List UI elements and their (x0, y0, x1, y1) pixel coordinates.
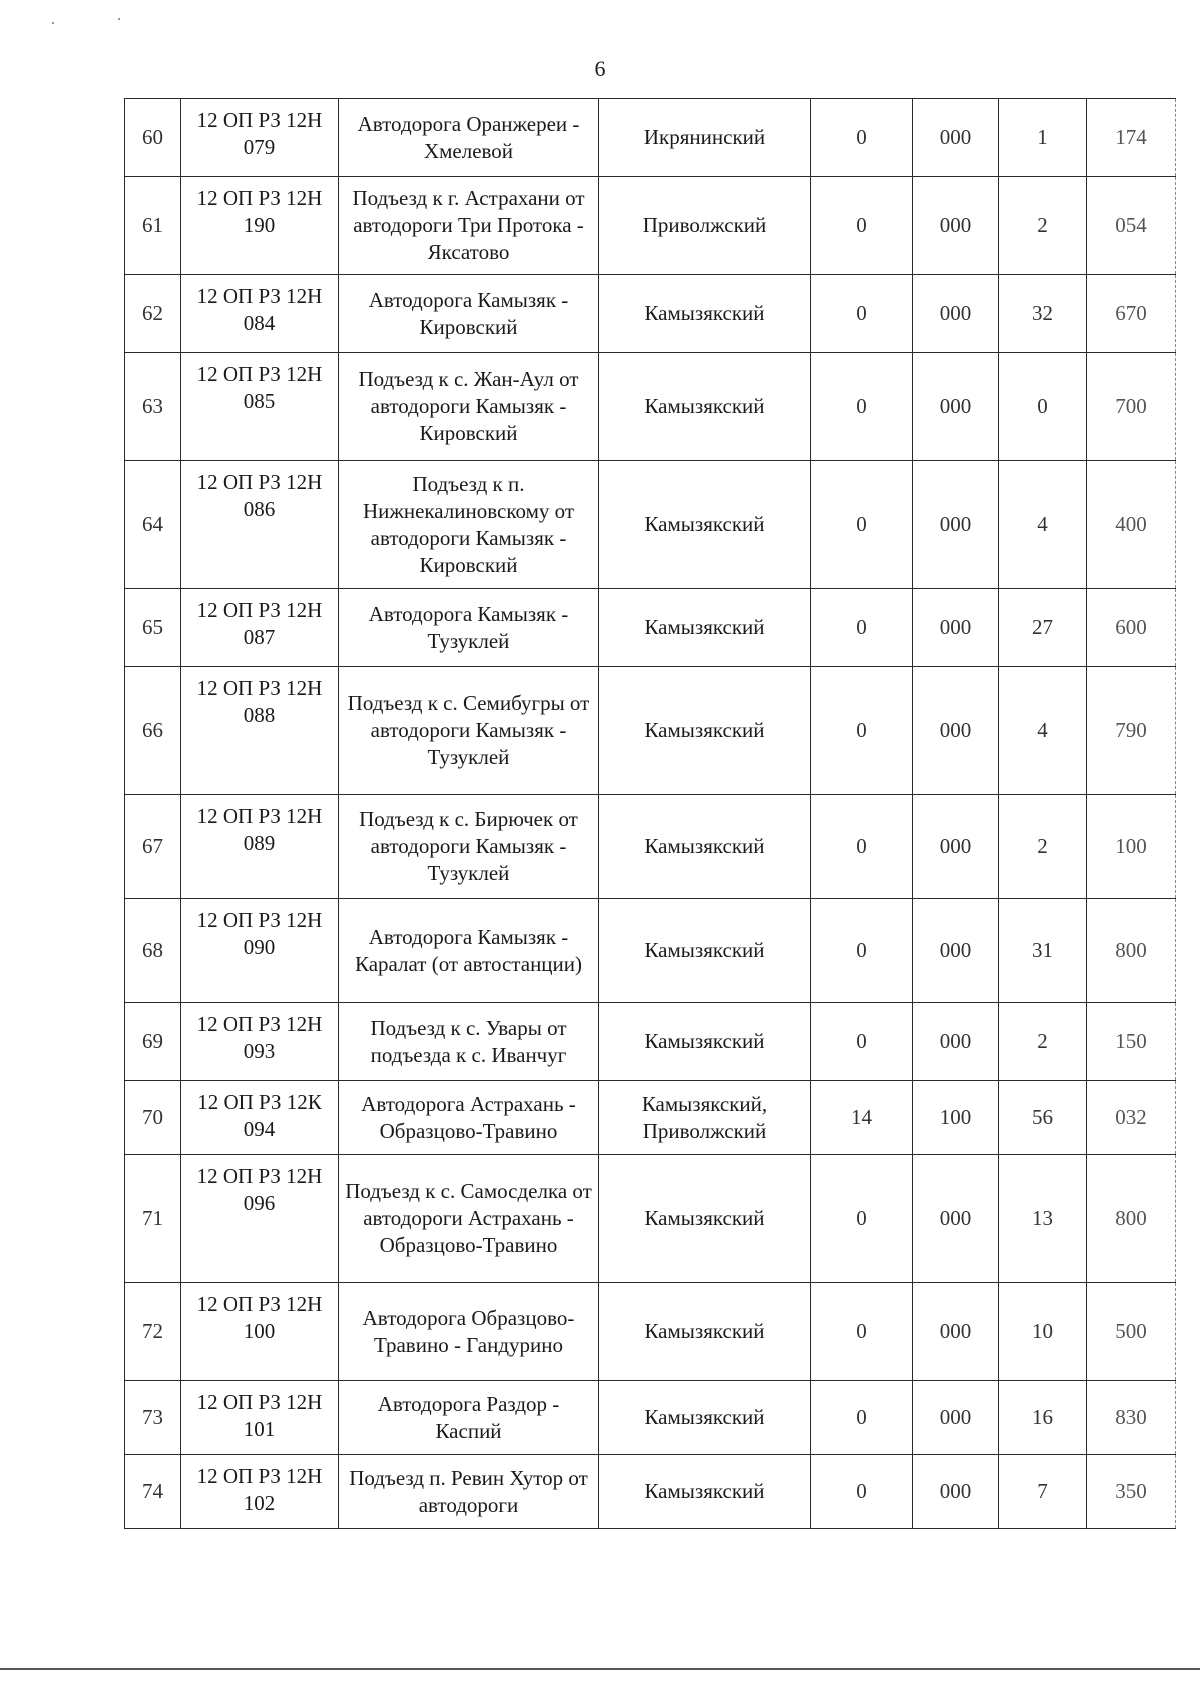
start-m-cell: 000 (913, 177, 999, 275)
start-m-cell: 000 (913, 1381, 999, 1455)
end-km-cell: 2 (999, 795, 1087, 899)
district-cell: Камызякский (599, 461, 811, 589)
end-km-cell: 7 (999, 1455, 1087, 1529)
start-km-cell: 0 (811, 353, 913, 461)
table-row (125, 795, 1176, 899)
table-row (125, 177, 1176, 275)
scan-speck (118, 18, 120, 20)
end-m-cell: 032 (1087, 1081, 1176, 1155)
end-m-cell: 800 (1087, 1155, 1176, 1283)
row-number-cell: 70 (125, 1081, 181, 1155)
district-cell: Камызякский (599, 353, 811, 461)
road-id-cell: 12 ОП РЗ 12Н 087 (181, 589, 339, 667)
road-id-cell: 12 ОП РЗ 12Н 190 (181, 177, 339, 275)
road-id-cell: 12 ОП РЗ 12Н 090 (181, 899, 339, 1003)
end-m-cell: 150 (1087, 1003, 1176, 1081)
end-m-cell: 600 (1087, 589, 1176, 667)
end-km-cell: 32 (999, 275, 1087, 353)
row-number-cell: 67 (125, 795, 181, 899)
road-name-cell: Подъезд к с. Жан-Аул от автодороги Камызяк - Кировский (339, 353, 599, 461)
district-cell: Камызякский (599, 1155, 811, 1283)
road-name-cell: Подъезд к с. Самосделка от автодороги Астрахань - Образцово-Травино (339, 1155, 599, 1283)
start-m-cell: 000 (913, 99, 999, 177)
table-row (125, 1155, 1176, 1283)
road-id-cell: 12 ОП РЗ 12Н 089 (181, 795, 339, 899)
start-m-cell: 000 (913, 275, 999, 353)
start-m-cell: 000 (913, 461, 999, 589)
road-id-cell: 12 ОП РЗ 12Н 102 (181, 1455, 339, 1529)
district-cell: Камызякский (599, 899, 811, 1003)
end-m-cell: 174 (1087, 99, 1176, 177)
start-m-cell: 100 (913, 1081, 999, 1155)
road-id-cell: 12 ОП РЗ 12Н 084 (181, 275, 339, 353)
table-row (125, 1283, 1176, 1381)
end-km-cell: 2 (999, 177, 1087, 275)
end-m-cell: 790 (1087, 667, 1176, 795)
row-number-cell: 72 (125, 1283, 181, 1381)
table-row (125, 899, 1176, 1003)
end-m-cell: 054 (1087, 177, 1176, 275)
district-cell: Камызякский (599, 795, 811, 899)
row-number-cell: 60 (125, 99, 181, 177)
district-cell: Камызякский (599, 1003, 811, 1081)
table-row (125, 275, 1176, 353)
row-number-cell: 71 (125, 1155, 181, 1283)
start-km-cell: 14 (811, 1081, 913, 1155)
start-m-cell: 000 (913, 1003, 999, 1081)
end-km-cell: 2 (999, 1003, 1087, 1081)
end-km-cell: 1 (999, 99, 1087, 177)
end-km-cell: 31 (999, 899, 1087, 1003)
end-m-cell: 700 (1087, 353, 1176, 461)
row-number-cell: 73 (125, 1381, 181, 1455)
district-cell: Камызякский (599, 1381, 811, 1455)
road-id-cell: 12 ОП РЗ 12Н 093 (181, 1003, 339, 1081)
row-number-cell: 65 (125, 589, 181, 667)
table-row (125, 1003, 1176, 1081)
start-km-cell: 0 (811, 795, 913, 899)
district-cell: Камызякский, Приволжский (599, 1081, 811, 1155)
start-m-cell: 000 (913, 1455, 999, 1529)
end-m-cell: 670 (1087, 275, 1176, 353)
row-number-cell: 69 (125, 1003, 181, 1081)
road-name-cell: Подъезд п. Ревин Хутор от автодороги (339, 1455, 599, 1529)
road-id-cell: 12 ОП РЗ 12Н 100 (181, 1283, 339, 1381)
road-name-cell: Автодорога Оранжереи - Хмелевой (339, 99, 599, 177)
road-id-cell: 12 ОП РЗ 12Н 079 (181, 99, 339, 177)
start-km-cell: 0 (811, 177, 913, 275)
district-cell: Камызякский (599, 275, 811, 353)
table-row (125, 1455, 1176, 1529)
page-number: 6 (594, 56, 606, 81)
row-number-cell: 61 (125, 177, 181, 275)
end-m-cell: 400 (1087, 461, 1176, 589)
table-row (125, 1381, 1176, 1455)
start-km-cell: 0 (811, 667, 913, 795)
start-km-cell: 0 (811, 589, 913, 667)
road-name-cell: Автодорога Астрахань - Образцово-Травино (339, 1081, 599, 1155)
road-name-cell: Подъезд к с. Семибугры от автодороги Камызяк - Тузуклей (339, 667, 599, 795)
start-km-cell: 0 (811, 1283, 913, 1381)
start-m-cell: 000 (913, 667, 999, 795)
start-m-cell: 000 (913, 589, 999, 667)
table-row (125, 667, 1176, 795)
road-id-cell: 12 ОП РЗ 12Н 088 (181, 667, 339, 795)
scan-speck (52, 22, 54, 24)
start-m-cell: 000 (913, 1283, 999, 1381)
end-km-cell: 56 (999, 1081, 1087, 1155)
end-m-cell: 500 (1087, 1283, 1176, 1381)
start-km-cell: 0 (811, 275, 913, 353)
district-cell: Приволжский (599, 177, 811, 275)
end-km-cell: 0 (999, 353, 1087, 461)
start-m-cell: 000 (913, 795, 999, 899)
road-name-cell: Автодорога Образцово-Травино - Гандурино (339, 1283, 599, 1381)
start-km-cell: 0 (811, 1381, 913, 1455)
row-number-cell: 66 (125, 667, 181, 795)
end-km-cell: 16 (999, 1381, 1087, 1455)
road-id-cell: 12 ОП РЗ 12Н 085 (181, 353, 339, 461)
end-m-cell: 350 (1087, 1455, 1176, 1529)
row-number-cell: 62 (125, 275, 181, 353)
start-km-cell: 0 (811, 899, 913, 1003)
row-number-cell: 63 (125, 353, 181, 461)
start-km-cell: 0 (811, 1455, 913, 1529)
start-m-cell: 000 (913, 899, 999, 1003)
start-km-cell: 0 (811, 461, 913, 589)
table-row (125, 589, 1176, 667)
start-m-cell: 000 (913, 353, 999, 461)
table-row (125, 1081, 1176, 1155)
end-km-cell: 10 (999, 1283, 1087, 1381)
road-name-cell: Подъезд к г. Астрахани от автодороги Три Протока - Яксатово (339, 177, 599, 275)
end-km-cell: 13 (999, 1155, 1087, 1283)
road-id-cell: 12 ОП РЗ 12К 094 (181, 1081, 339, 1155)
road-id-cell: 12 ОП РЗ 12Н 086 (181, 461, 339, 589)
road-id-cell: 12 ОП РЗ 12Н 096 (181, 1155, 339, 1283)
end-m-cell: 830 (1087, 1381, 1176, 1455)
end-km-cell: 4 (999, 461, 1087, 589)
start-m-cell: 000 (913, 1155, 999, 1283)
district-cell: Камызякский (599, 667, 811, 795)
row-number-cell: 74 (125, 1455, 181, 1529)
end-km-cell: 4 (999, 667, 1087, 795)
start-km-cell: 0 (811, 1155, 913, 1283)
road-name-cell: Автодорога Раздор - Каспий (339, 1381, 599, 1455)
table-row (125, 99, 1176, 177)
table-row (125, 461, 1176, 589)
end-m-cell: 800 (1087, 899, 1176, 1003)
end-m-cell: 100 (1087, 795, 1176, 899)
district-cell: Камызякский (599, 1455, 811, 1529)
road-id-cell: 12 ОП РЗ 12Н 101 (181, 1381, 339, 1455)
start-km-cell: 0 (811, 1003, 913, 1081)
row-number-cell: 68 (125, 899, 181, 1003)
road-name-cell: Автодорога Камызяк - Тузуклей (339, 589, 599, 667)
road-name-cell: Автодорога Камызяк - Кировский (339, 275, 599, 353)
road-name-cell: Подъезд к с. Бирючек от автодороги Камызяк - Тузуклей (339, 795, 599, 899)
district-cell: Камызякский (599, 589, 811, 667)
table-row (125, 353, 1176, 461)
end-km-cell: 27 (999, 589, 1087, 667)
district-cell: Икрянинский (599, 99, 811, 177)
start-km-cell: 0 (811, 99, 913, 177)
road-name-cell: Автодорога Камызяк - Каралат (от автостанции) (339, 899, 599, 1003)
row-number-cell: 64 (125, 461, 181, 589)
roads-table (124, 98, 1176, 1529)
road-name-cell: Подъезд к п. Нижнекалиновскому от автодороги Камызяк - Кировский (339, 461, 599, 589)
page-bottom-rule (0, 1668, 1200, 1670)
district-cell: Камызякский (599, 1283, 811, 1381)
road-name-cell: Подъезд к с. Увары от подъезда к с. Иванчуг (339, 1003, 599, 1081)
